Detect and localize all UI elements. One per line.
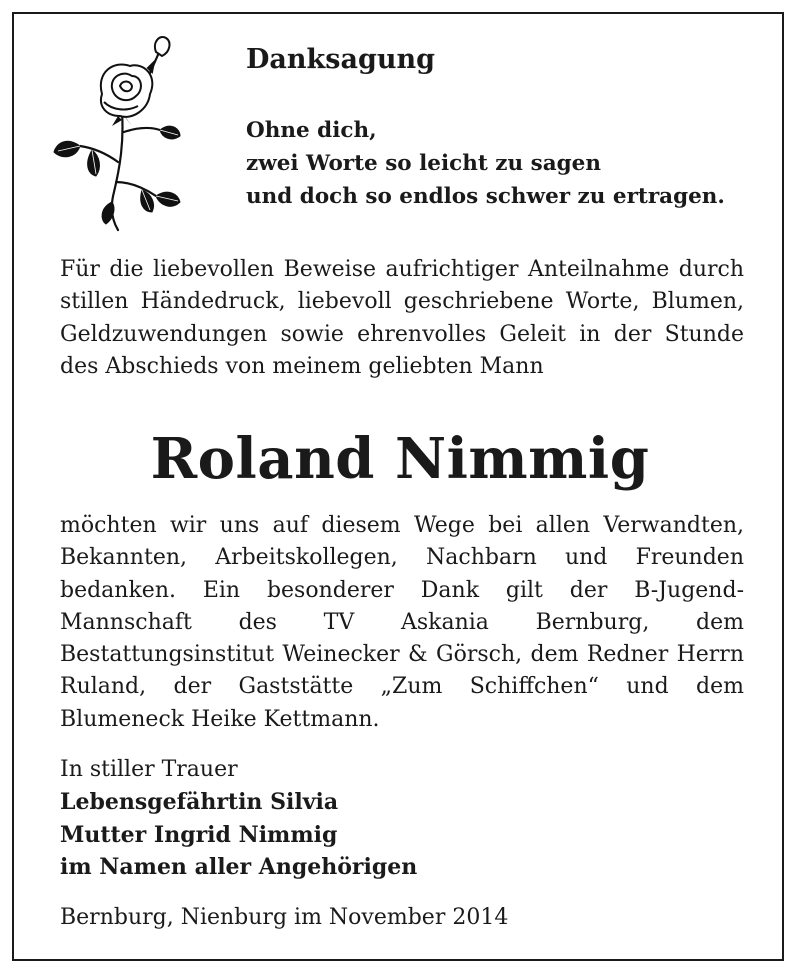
poem-line: und doch so endlos schwer zu ertragen.	[246, 184, 725, 209]
signature-block	[60, 754, 417, 883]
poem	[246, 114, 725, 213]
rose-icon	[52, 32, 182, 232]
thanks-paragraph-recipients: möchten wir uns auf diesem Wege bei allen Verwandten, Bekannten, Arbeitskollegen, Nachbarn und Freunden bedanken. Ein besonderer Dank gilt der B-Jugend-Mannschaft des TV Askania Bernburg, dem Bestattungsinstitut Weinecker & Görsch, dem Redner Herrn Ruland, der Gaststätte „Zum Schiffchen“ und dem Blumeneck Heike Kettmann.	[60, 513, 744, 732]
poem-line: Ohne dich,	[246, 118, 377, 143]
thanks-paragraph-intro: Für die liebevollen Beweise aufrichtiger Anteilnahme durch stillen Händedruck, liebevoll geschriebene Worte, Blumen, Geldzuwendungen sowie ehrenvolles Geleit in der Stunde des Abschieds von meinem geliebten Mann	[60, 257, 744, 379]
mourner-name: Lebensgefährtin Silvia	[60, 789, 339, 816]
place-date: Bernburg, Nienburg im November 2014	[60, 905, 509, 930]
poem-line: zwei Worte so leicht zu sagen	[246, 151, 601, 176]
heading-danksagung: Danksagung	[246, 44, 435, 75]
mourner-name: Mutter Ingrid Nimmig	[60, 821, 338, 848]
obituary-frame	[12, 12, 784, 961]
deceased-name: Roland Nimmig	[150, 426, 650, 492]
mourning-intro: In stiller Trauer	[60, 757, 238, 782]
mourner-name: im Namen aller Angehörigen	[60, 853, 418, 880]
